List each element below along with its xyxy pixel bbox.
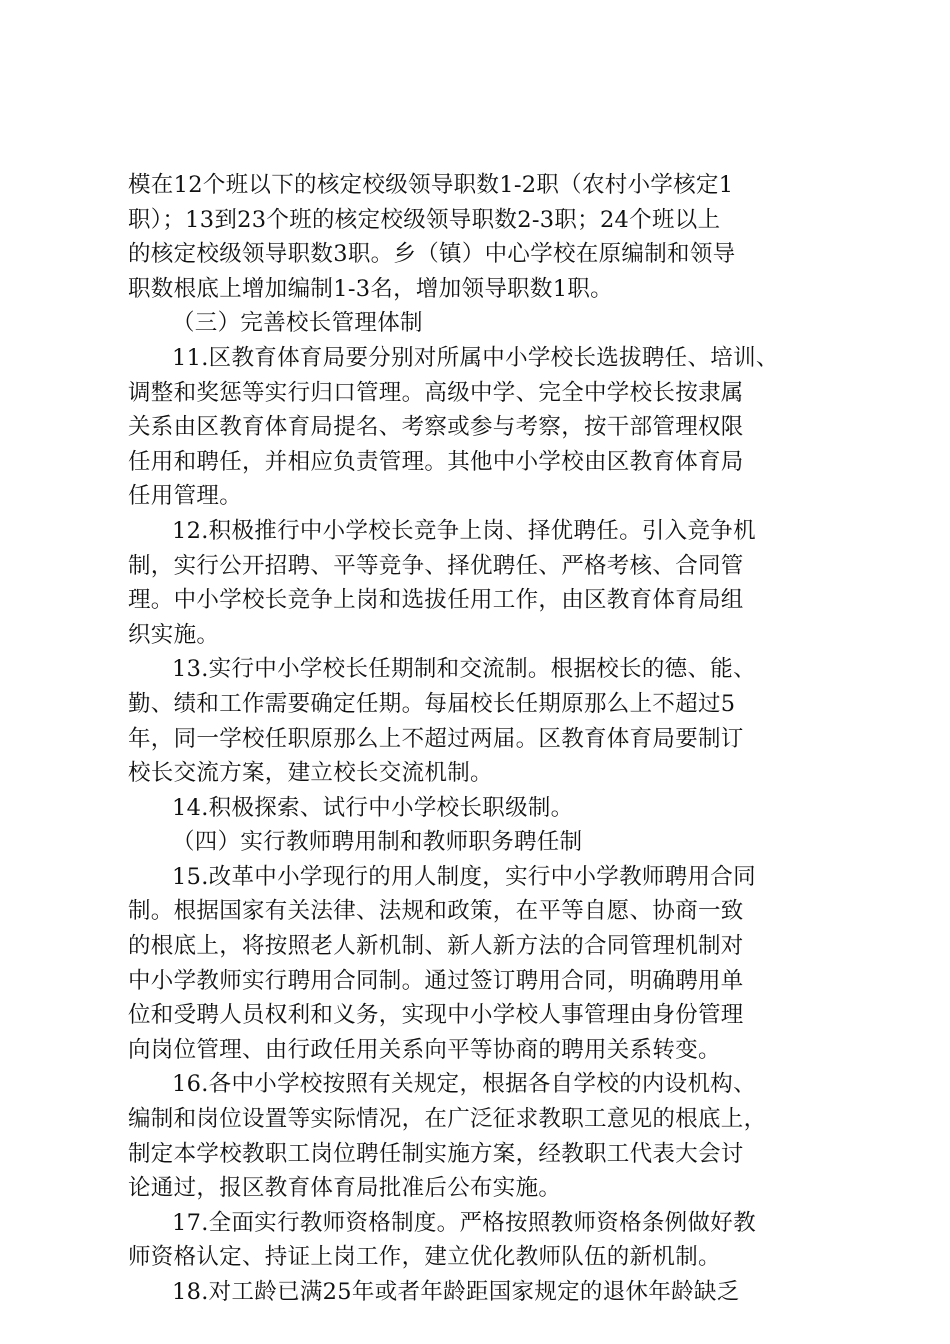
paragraph-start: 16.各中小学校按照有关规定，根据各自学校的内设机构、 bbox=[172, 1071, 756, 1098]
text-line: 理。中小学校长竞争上岗和选拔任用工作，由区教育体育局组 bbox=[128, 587, 744, 614]
text-line: 的根底上，将按照老人新机制、新人新方法的合同管理机制对 bbox=[128, 933, 744, 960]
paragraph-start: 12.积极推行中小学校长竞争上岗、择优聘任。引入竞争机 bbox=[172, 517, 756, 544]
text-line: 制。根据国家有关法律、法规和政策，在平等自愿、协商一致 bbox=[128, 898, 744, 925]
paragraph-start: 18.对工龄已满25年或者年龄距国家规定的退休年龄缺乏 bbox=[172, 1279, 740, 1305]
document-page bbox=[128, 168, 848, 1310]
paragraph-start: 17.全面实行教师资格制度。严格按照教师资格条例做好教 bbox=[172, 1209, 756, 1236]
text-line: 模在12个班以下的核定校级领导职数1-2职（农村小学核定1 bbox=[128, 172, 734, 198]
paragraph-start: 13.实行中小学校长任期制和交流制。根据校长的德、能、 bbox=[172, 656, 756, 683]
paragraph-start: 15.改革中小学现行的用人制度，实行中小学教师聘用合同 bbox=[172, 863, 756, 890]
text-line: 织实施。 bbox=[128, 621, 220, 648]
text-line: 向岗位管理、由行政任用关系向平等协商的聘用关系转变。 bbox=[128, 1036, 721, 1063]
text-line: 校长交流方案，建立校长交流机制。 bbox=[128, 760, 493, 787]
text-line: 任用管理。 bbox=[128, 483, 243, 510]
text-line: 调整和奖惩等实行归口管理。高级中学、完全中学校长按隶属 bbox=[128, 379, 744, 406]
text-line: 论通过，报区教育体育局批准后公布实施。 bbox=[128, 1175, 562, 1202]
text-line: 师资格认定、持证上岗工作，建立优化教师队伍的新机制。 bbox=[128, 1244, 721, 1271]
text-line: 制，实行公开招聘、平等竞争、择优聘任、严格考核、合同管 bbox=[128, 552, 744, 579]
text-line: 位和受聘人员权利和义务，实现中小学校人事管理由身份管理 bbox=[128, 1002, 744, 1029]
text-line: 职）；13到23个班的核定校级领导职数2-3职；24个班以上 bbox=[128, 206, 721, 233]
section-heading: （三）完善校长管理体制 bbox=[172, 310, 423, 337]
text-line: 年，同一学校任职原那么上不超过两届。区教育体育局要制订 bbox=[128, 725, 744, 752]
section-heading: （四）实行教师聘用制和教师职务聘任制 bbox=[172, 829, 583, 856]
text-line: 制定本学校教职工岗位聘任制实施方案，经教职工代表大会讨 bbox=[128, 1140, 744, 1167]
text-line: 关系由区教育体育局提名、考察或参与考察，按干部管理权限 bbox=[128, 414, 744, 441]
text-line: 的核定校级领导职数3职。乡（镇）中心学校在原编制和领导 bbox=[128, 241, 736, 268]
text-line: 职数根底上增加编制1-3名，增加领导职数1职。 bbox=[128, 275, 613, 302]
text-line: 任用和聘任，并相应负责管理。其他中小学校由区教育体育局 bbox=[128, 448, 744, 475]
text-line: 勤、绩和工作需要确定任期。每届校长任期原那么上不超过5 bbox=[128, 690, 736, 717]
paragraph-start: 11.区教育体育局要分别对所属中小学校长选拔聘任、培训、 bbox=[172, 344, 779, 371]
paragraph-start: 14.积极探索、试行中小学校长职级制。 bbox=[172, 794, 574, 821]
text-line: 中小学教师实行聘用合同制。通过签订聘用合同，明确聘用单 bbox=[128, 967, 744, 994]
text-line: 编制和岗位设置等实际情况，在广泛征求教职工意见的根底上， bbox=[128, 1106, 767, 1133]
